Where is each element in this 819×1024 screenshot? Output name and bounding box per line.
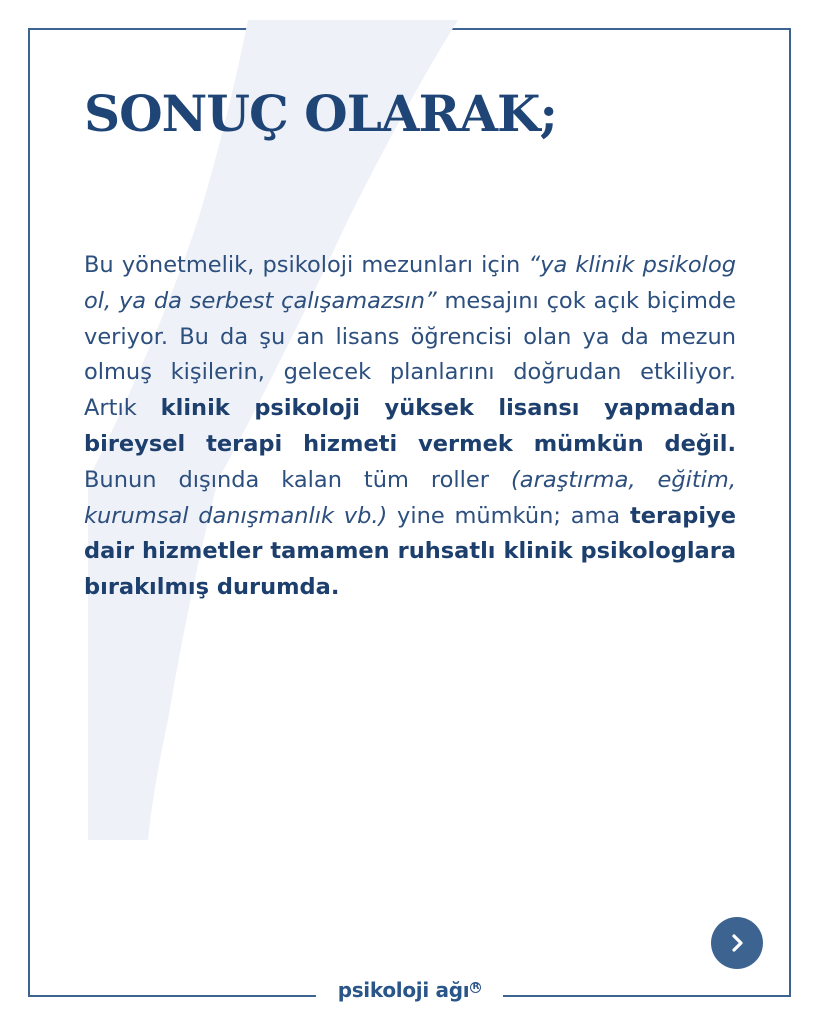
registered-mark: R (470, 982, 481, 993)
brand-logo-text-wrap (316, 978, 504, 1002)
body-italic-examples: (araştırma, eğitim, kurumsal danışmanlık vb.) (84, 466, 736, 529)
body-emphasis-2: terapiye dair hizmetler tamamen ruhsatlı klinik psikologlara bırakılmış durumda. (84, 502, 736, 601)
body-quote: “ya klinik psikolog ol, ya da serbest çalışamazsın” (84, 252, 736, 314)
brand-name: psikoloji ağı (337, 978, 470, 1002)
body-text-4: yine mümkün; ama (387, 502, 630, 529)
body-text-1: Bu yönetmelik, psikoloji mezunları için (84, 252, 529, 278)
body-text-3: Bunun dışında kalan tüm roller (84, 466, 511, 493)
body-emphasis-1: klinik psikoloji yüksek lisansı yapmadan bireysel terapi hizmeti vermek mümkün değil. (84, 395, 736, 457)
brand-logo (0, 978, 819, 1002)
next-page-button[interactable] (711, 917, 763, 969)
body-paragraph (84, 248, 736, 606)
chevron-right-icon (726, 932, 748, 954)
page-title: SONUÇ OLARAK; (84, 84, 557, 143)
body-text-2: mesajını çok açık biçimde veriyor. Bu da şu an lisans öğrencisi olan ya da mezun olmuş kişilerin, gelecek planlarını doğrudan etkiliyor. Artık (84, 287, 736, 422)
